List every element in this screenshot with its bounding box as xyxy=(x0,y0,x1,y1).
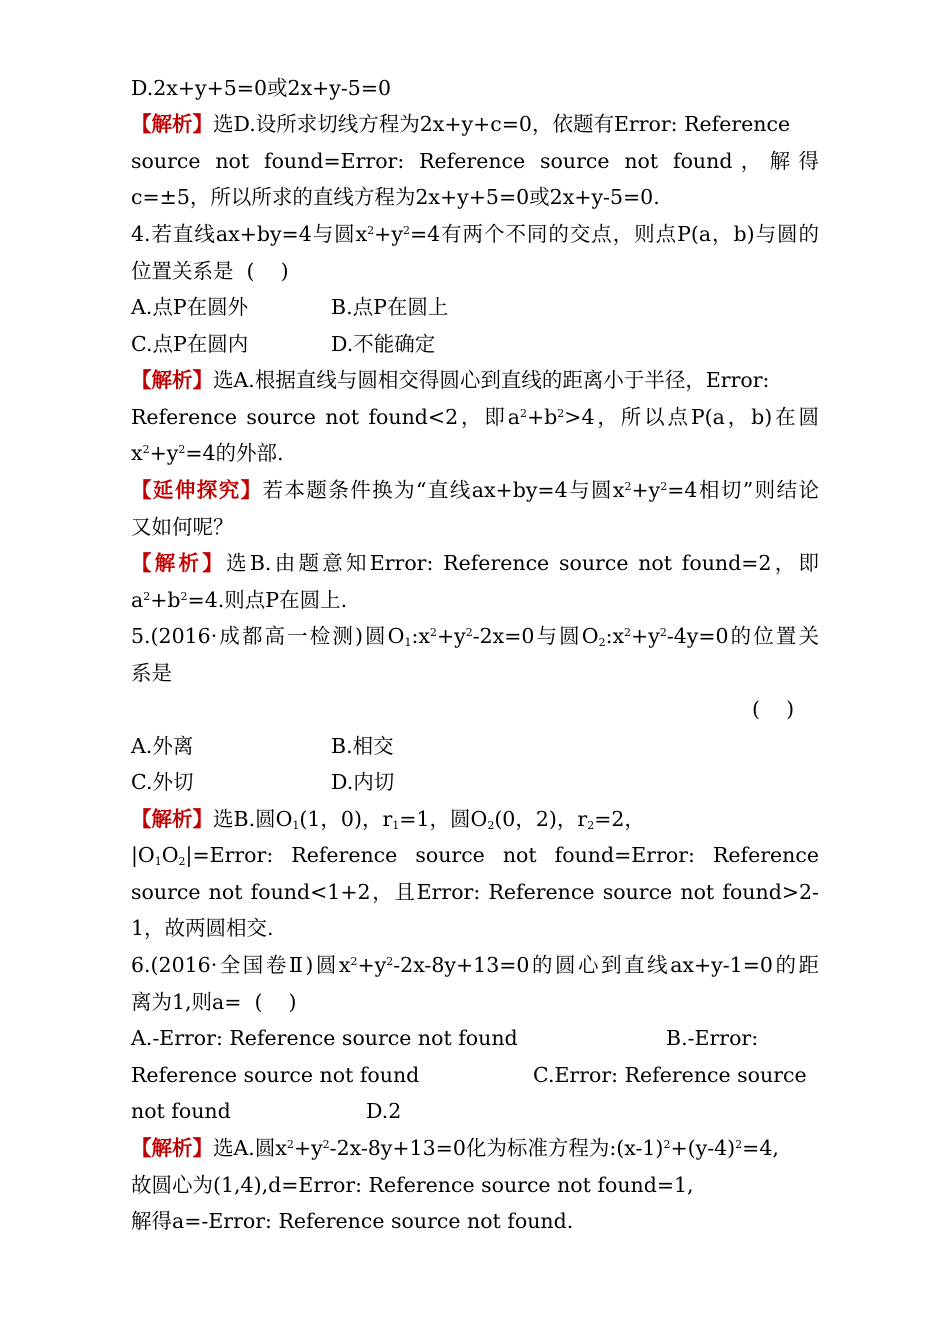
analysis-tag: 【解析】 xyxy=(131,551,227,575)
solution-q4-line2: Reference source not found<2，即$a^2+b^2>4$，所以点P(a，b)在圆 xyxy=(131,405,819,429)
solution-q6-line1: 【解析】选A.圆$x^2+y^2-2x-8y+13=0$化为标准方程为$:(x-1)^2+(y-4)^2=4$, xyxy=(131,1136,779,1160)
extension-solution-line1: 【解析】选B.由题意知Error: Reference source not found=2，即 xyxy=(131,551,820,575)
solution-q4-line3: $x^2+y^2=4$的外部. xyxy=(131,441,284,465)
solution-q4-line1: 【解析】选A.根据直线与圆相交得圆心到直线的距离小于半径，Error: xyxy=(131,368,770,392)
option-d: D.不能确定 xyxy=(331,332,436,356)
extension-question: 【延伸探究】若本题条件换为“直线ax+by=4与圆$x^2+y^2=4$相切”则结论 xyxy=(131,478,819,502)
option-a: A.-Error: Reference source not found xyxy=(131,1026,518,1050)
question-4-options-ab xyxy=(131,292,449,322)
question-6-options-row3: not found D.2 xyxy=(131,1096,231,1126)
solution-q5-line1: 【解析】选B.圆$O_1(1$，0)，$r_1=1$，圆$O_2(0$，2)，$r_2=2$， xyxy=(131,807,645,832)
solution-q6-line3: 解得a=-Error: Reference source not found. xyxy=(131,1209,574,1233)
answer-bracket: ( ) xyxy=(752,697,795,721)
solution-q5-line4: 1，故两圆相交. xyxy=(131,916,274,940)
option-c: C.Error: Reference source xyxy=(533,1063,807,1087)
option-d: D.内切 xyxy=(331,770,395,794)
option-b: B.相交 xyxy=(331,734,394,758)
solution-q3-line2: source not found=Error: Reference source not found，解得 xyxy=(131,149,819,173)
question-6-options-row2: Reference source not found C.Error: Reference source xyxy=(131,1060,419,1090)
question-5-stem-cont: 系是 xyxy=(131,661,172,685)
question-4-stem-cont: 位置关系是 ( ) xyxy=(131,259,289,283)
solution-q3-line1: 【解析】选D.设所求切线方程为2x+y+c=0，依题有Error: Reference xyxy=(131,112,791,136)
solution-q6-line2: 故圆心为(1,4),d=Error: Reference source not found=1, xyxy=(131,1173,694,1197)
option-a: A.外离 xyxy=(131,734,194,758)
option-c: C.点P在圆内 xyxy=(131,332,249,356)
option-b: B.-Error: xyxy=(666,1026,759,1050)
option-d-q3: D.2x+y+5=0或2x+y-5=0 xyxy=(131,76,392,100)
extension-tag: 【延伸探究】 xyxy=(131,478,263,502)
solution-q3-line3: c=±5，所以所求的直线方程为2x+y+5=0或2x+y-5=0. xyxy=(131,185,660,209)
question-6-stem: 6.(2016·全国卷Ⅱ)圆$x^2+y^2-2x-8y+13=0$的圆心到直线ax+y-1=0的距 xyxy=(131,953,819,977)
question-6-stem-cont: 离为1,则a= ( ) xyxy=(131,990,297,1014)
question-4-stem: 4.若直线ax+by=4与圆$x^2+y^2=4$有两个不同的交点，则点P(a，b)与圆的 xyxy=(131,222,819,246)
solution-q5-line2: $|O_1O_2|=Error$: Reference source not found=Error: Reference xyxy=(131,843,819,868)
question-5-options-cd xyxy=(131,767,395,797)
analysis-tag: 【解析】 xyxy=(131,807,213,831)
question-4-options-cd xyxy=(131,329,436,359)
option-b: B.点P在圆上 xyxy=(331,295,449,319)
question-5-options-ab xyxy=(131,731,394,761)
option-d: D.2 xyxy=(366,1099,402,1123)
option-c: C.外切 xyxy=(131,770,194,794)
extension-question-cont: 又如何呢？ xyxy=(131,515,234,539)
analysis-tag: 【解析】 xyxy=(131,112,213,136)
solution-q5-line3: source not found<1+2，且Error: Reference source not found>2- xyxy=(131,880,819,904)
extension-solution-line2: $a^2+b^2=4$.则点P在圆上. xyxy=(131,588,348,612)
analysis-tag: 【解析】 xyxy=(131,1136,213,1160)
option-a: A.点P在圆外 xyxy=(131,295,249,319)
question-5-stem: 5.(2016·成都高一检测)圆$O_1:x^2+y^2-2x=0$与圆$O_2:x^2+y^2-4y=0$的位置关 xyxy=(131,624,819,649)
question-6-options-row1 xyxy=(131,1023,759,1053)
analysis-tag: 【解析】 xyxy=(131,368,213,392)
